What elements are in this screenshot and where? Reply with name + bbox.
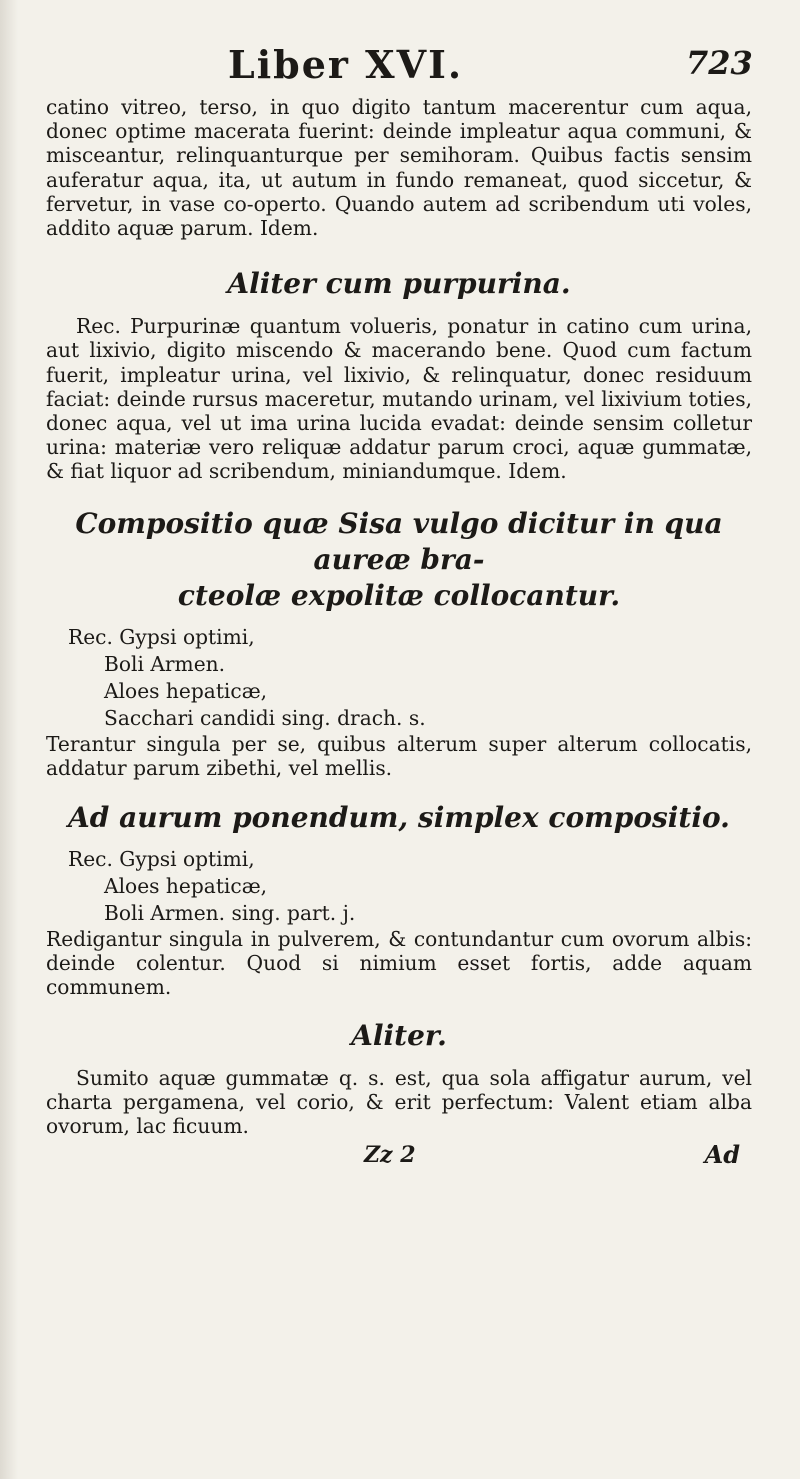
recipe-rec-line: Rec. Gypsi optimi, (68, 624, 255, 649)
heading-aliter-purpurina: Aliter cum purpurina. (227, 267, 571, 301)
paragraph-continuation: catino vitreo, terso, in quo digito tantum macerentur cum aqua, donec optime macerata fuerint: deinde impleatur aqua communi, & misceantur, relinquanturque per semihoram. Quibus factis sensim auferatur aqua, ita, ut autum in fundo remaneat, quod siccetur, & fervetur, in vase co-operto. Quando autem ad scribendum uti voles, addito aquæ parum. Idem. (46, 95, 752, 241)
recipe-rec-line: Rec. Gypsi optimi, (68, 847, 255, 872)
paragraph-terantur: Terantur singula per se, quibus alterum super alterum collocatis, addatur parum zibethi, vel mellis. (46, 731, 752, 780)
heading-aliter: Aliter. (351, 1018, 447, 1052)
heading-compositio-sisa (46, 506, 752, 614)
paragraph-redigantur: Redigantur singula in pulverem, & contundantur cum ovorum albis: deinde colentur. Quod si nimium esset fortis, adde aquam communem. (46, 927, 752, 1000)
paragraph-sumito: Sumito aquæ gummatæ q. s. est, qua sola affigatur aurum, vel charta pergamena, vel corio, & erit perfectum: Valent etiam alba ovorum, lac ficuum. (46, 1065, 752, 1139)
page-footer (46, 1140, 752, 1174)
page-header (0, 42, 800, 92)
paragraph-purpurina: Rec. Purpurinæ quantum volueris, ponatur in catino cum urina, aut lixivio, digito miscendo & macerando bene. Quod cum factum fuerit, impleatur urina, vel lixivio, & relinquatur, donec residuum faciat: deinde rursus maceretur, mutando urinam, vel lixivium toties, donec aqua, vel ut ima urina lucida evadat: deinde sensim colletur urina: materiæ vero reliquæ addatur parum croci, aquæ gummatæ, & fiat liquor ad scribendum, miniandumque. Idem. (46, 314, 752, 484)
catchword: Ad (704, 1140, 740, 1170)
heading-compositio-line-1: Compositio quæ Sisa vulgo dicitur in qua aureæ bra- (75, 506, 723, 576)
page-body (46, 95, 752, 1174)
heading-compositio-line-2: cteolæ expolitæ collocantur. (177, 578, 621, 612)
running-title: Liber XVI. (228, 42, 464, 87)
heading-ad-aurum: Ad aurum ponendum, simplex compositio. (68, 801, 730, 835)
page-number: 723 (686, 44, 753, 82)
page-edge-shadow (0, 0, 18, 1479)
recipe-ingredient: Boli Armen. sing. part. j. (104, 901, 356, 926)
recipe-ingredient: Aloes hepaticæ, (104, 874, 268, 899)
recipe-ingredient: Boli Armen. (104, 651, 226, 676)
recipe-ingredient: Aloes hepaticæ, (104, 678, 268, 703)
signature-mark: Zz 2 (364, 1142, 416, 1169)
recipe-ingredient: Sacchari candidi sing. drach. s. (104, 705, 426, 730)
